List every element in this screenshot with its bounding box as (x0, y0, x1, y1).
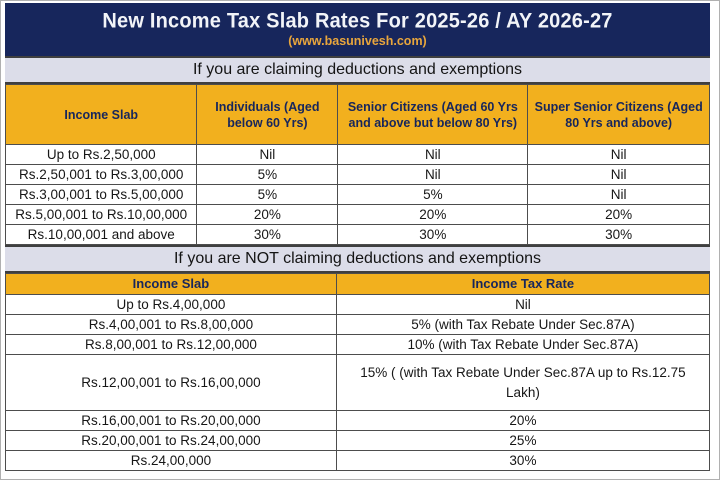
new-regime-table (5, 273, 710, 471)
income-slab-cell: Rs.5,00,001 to Rs.10,00,000 (6, 205, 197, 225)
income-slab-cell: Rs.10,00,001 and above (6, 225, 197, 245)
income-slab-cell: Rs.8,00,001 to Rs.12,00,000 (6, 335, 337, 355)
income-slab-cell: Rs.24,00,000 (6, 451, 337, 471)
tax-slab-infographic (5, 3, 710, 471)
rate-cell: 20% (528, 205, 710, 225)
column-header-senior-citizens: Senior Citizens (Aged 60 Yrs and above but below 80 Yrs) (338, 85, 528, 145)
rate-text: 15% ( (with Tax Rebate Under Sec.87A up to Rs.12.75 Lakh) (360, 364, 686, 400)
rate-cell: Nil (338, 145, 528, 165)
rate-cell: 5% (197, 165, 338, 185)
rate-cell: 5% (with Tax Rebate Under Sec.87A) (336, 315, 709, 335)
rate-cell: 20% (338, 205, 528, 225)
rate-cell: 25% (336, 431, 709, 451)
table-row (6, 451, 710, 471)
rate-cell: 5% (338, 185, 528, 205)
table-row (6, 205, 710, 225)
page-title: New Income Tax Slab Rates For 2025-26 / AY 2026-27 (102, 9, 613, 34)
column-header-income-tax-rate: Income Tax Rate (336, 274, 709, 295)
income-slab-cell: Up to Rs.2,50,000 (6, 145, 197, 165)
table-row (6, 355, 710, 411)
income-slab-cell: Rs.12,00,001 to Rs.16,00,000 (6, 355, 337, 411)
table-header-row (6, 274, 710, 295)
column-header-individuals: Individuals (Aged below 60 Yrs) (197, 85, 338, 145)
section-heading-no-deductions: If you are NOT claiming deductions and exemptions (5, 245, 710, 273)
old-regime-table (5, 84, 710, 245)
rate-cell: Nil (528, 185, 710, 205)
website-url-text: (www.basunivesh.com) (288, 34, 427, 48)
column-header-income-slab: Income Slab (6, 85, 197, 145)
section-heading-deductions: If you are claiming deductions and exemptions (5, 56, 710, 84)
income-slab-cell: Rs.3,00,001 to Rs.5,00,000 (6, 185, 197, 205)
rate-cell: 20% (197, 205, 338, 225)
table-row (6, 431, 710, 451)
table-header-row (6, 85, 710, 145)
table-row (6, 411, 710, 431)
income-slab-cell: Rs.2,50,001 to Rs.3,00,000 (6, 165, 197, 185)
rate-cell: 10% (with Tax Rebate Under Sec.87A) (336, 335, 709, 355)
rate-cell: 30% (338, 225, 528, 245)
title-banner (5, 3, 710, 56)
table-row (6, 185, 710, 205)
rate-cell: 30% (528, 225, 710, 245)
income-slab-cell: Rs.16,00,001 to Rs.20,00,000 (6, 411, 337, 431)
table-row (6, 165, 710, 185)
income-slab-cell: Up to Rs.4,00,000 (6, 295, 337, 315)
column-header-super-senior-citizens: Super Senior Citizens (Aged 80 Yrs and above) (528, 85, 710, 145)
table-row (6, 335, 710, 355)
rate-cell: Nil (528, 145, 710, 165)
rate-cell: Nil (528, 165, 710, 185)
rate-cell: Nil (338, 165, 528, 185)
rate-cell: 30% (336, 451, 709, 471)
rate-cell: 20% (336, 411, 709, 431)
rate-cell: 30% (197, 225, 338, 245)
table-row (6, 315, 710, 335)
income-slab-cell: Rs.20,00,001 to Rs.24,00,000 (6, 431, 337, 451)
table-row (6, 295, 710, 315)
column-header-income-slab: Income Slab (6, 274, 337, 295)
table-row (6, 225, 710, 245)
income-slab-cell: Rs.4,00,001 to Rs.8,00,000 (6, 315, 337, 335)
rate-cell: Nil (336, 295, 709, 315)
rate-cell: Nil (197, 145, 338, 165)
rate-cell: 5% (197, 185, 338, 205)
table-row (6, 145, 710, 165)
rate-cell (336, 355, 709, 411)
